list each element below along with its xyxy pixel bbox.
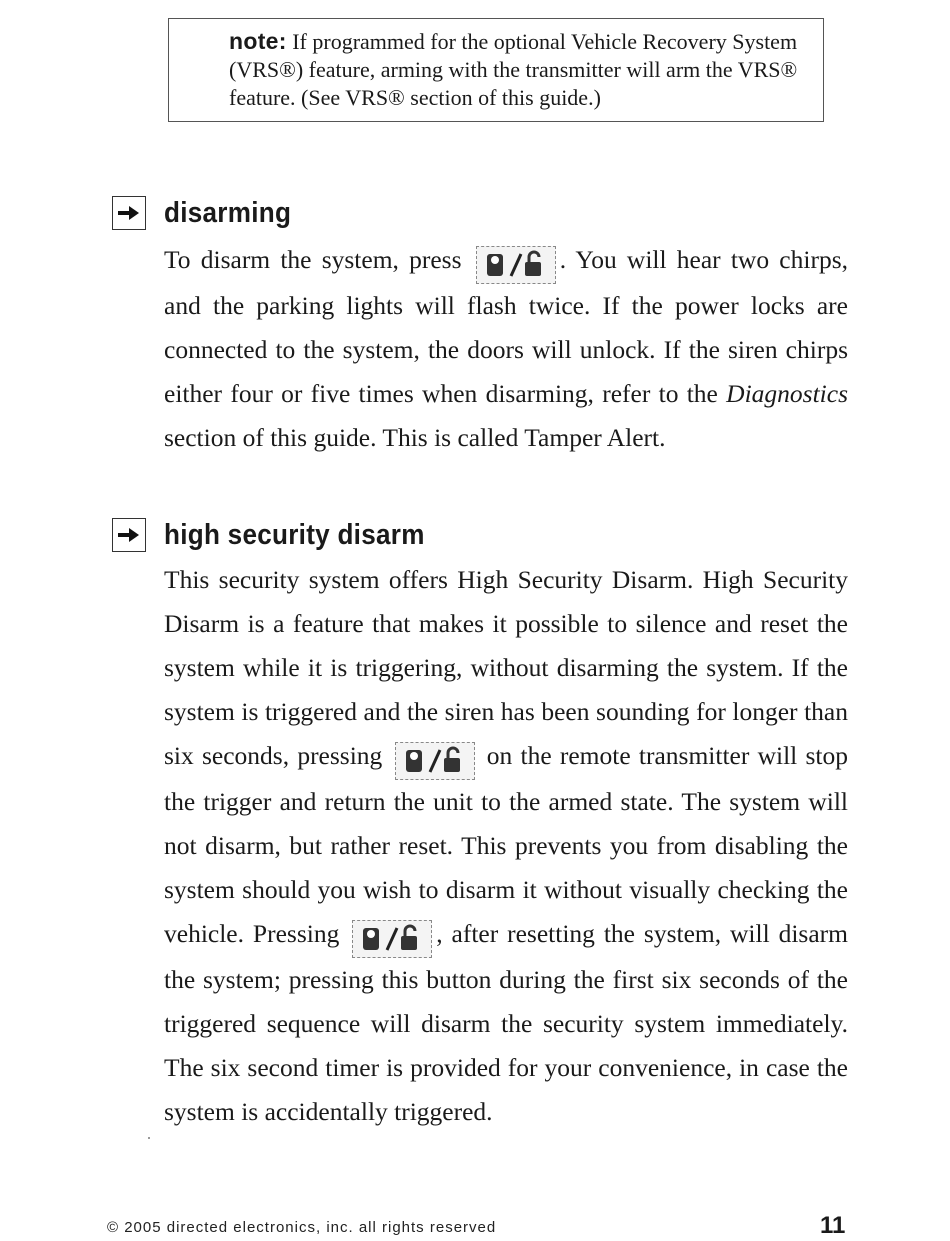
text-run: section of this guide. This is called Tamper Alert. <box>164 423 666 452</box>
section-arrow-icon <box>112 518 146 552</box>
lock-unlock-button-icon <box>476 246 556 284</box>
text-run: To disarm the system, press <box>164 245 472 274</box>
diagnostics-reference: Diagnostics <box>726 379 848 408</box>
note-body: If programmed for the optional Vehicle Recovery System (VRS®) feature, arming with the transmitter will arm the VRS® feature. (See VRS® section of this guide.) <box>229 29 798 110</box>
text-run: , after resetting the system, will disarm the system; pressing this button during the first six seconds of the triggered sequence will disarm the security system immediately. The six second timer is provided for your convenience, in case the system is accidentally triggered. <box>164 919 848 1126</box>
section-arrow-icon <box>112 196 146 230</box>
scan-speck <box>148 1137 150 1139</box>
text-run: on the remote transmitter will stop the trigger and return the unit to the armed state. The system will not disarm, but rather reset. This prevents you from disabling the system should you wish to disarm it without visually checking the vehicle. Pressing <box>164 741 848 948</box>
heading-high-security-disarm: high security disarm <box>164 519 425 551</box>
arrow-right-icon <box>117 526 141 544</box>
page-number: 11 <box>820 1212 846 1239</box>
text-run: This security system offers High Security Disarm. High Security Disarm is a feature that makes it possible to silence and reset the system while it is triggering, without disarming the system. If the system is triggered and the siren has been sounding for longer than six seconds, pressing <box>164 565 848 770</box>
paragraph-high-security-disarm <box>164 558 848 1134</box>
heading-disarming: disarming <box>164 197 292 229</box>
copyright-footer: © 2005 directed electronics, inc. all rights reserved <box>107 1219 497 1236</box>
text-run: . You will hear two chirps, and the parking lights will flash twice. If the power locks are connected to the system, the doors will unlock. If the siren chirps either four or five times when disarming, refer to the <box>164 245 848 408</box>
arrow-right-icon <box>117 204 141 222</box>
lock-unlock-button-icon <box>352 920 432 958</box>
paragraph-disarming <box>164 238 848 460</box>
note-box <box>168 18 824 122</box>
lock-unlock-button-icon <box>395 742 475 780</box>
note-label: note: <box>229 28 287 54</box>
note-text <box>229 27 809 112</box>
